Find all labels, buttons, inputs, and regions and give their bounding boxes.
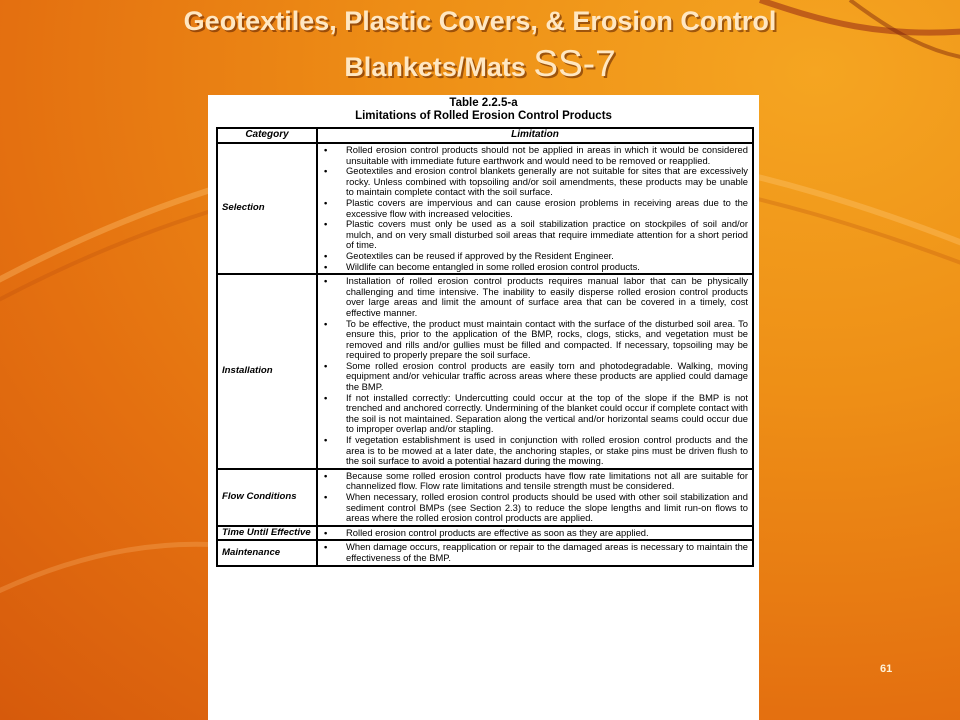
category-cell: Time Until Effective bbox=[218, 527, 318, 542]
list-item: • If vegetation establishment is used in conjunction with rolled erosion control products and the area is to be mowed at a later date, the anchoring staples, or stake pins must be driven flush to the soil surface to avoid a potential hazard during the mowing. bbox=[324, 435, 748, 467]
bmp-code: SS-7 bbox=[533, 42, 616, 84]
list-item: • Because some rolled erosion control products have flow rate limitations not all are suitable for channelized flow. Flow rate limitations and tensile strength must be considered. bbox=[324, 471, 748, 492]
table-row-flow-conditions bbox=[218, 470, 752, 527]
slide-title bbox=[0, 4, 960, 88]
page-number: 61 bbox=[880, 663, 893, 675]
slide-title-line-2 bbox=[0, 40, 960, 89]
category-cell: Maintenance bbox=[218, 541, 318, 564]
header-limitation: Limitation bbox=[318, 129, 752, 144]
list-item: • When necessary, rolled erosion control products should be used with other soil stabilization and sediment control BMPs (see Section 2.3) to reduce the slope lengths and limit run-on flows to areas where the rolled erosion control products are applied. bbox=[324, 492, 748, 524]
category-cell: Installation bbox=[218, 275, 318, 470]
limitations-table bbox=[216, 127, 754, 567]
list-item: • Geotextiles and erosion control blankets generally are not suitable for sites that are excessively rocky. Unless combined with topsoiling and/or soil amendments, these products may be unable to maintain complete contact with the soil surface. bbox=[324, 166, 748, 198]
scanned-document bbox=[208, 95, 759, 720]
limitation-cell bbox=[318, 275, 752, 470]
table-number: Table 2.2.5-a bbox=[449, 97, 518, 109]
table-row-installation bbox=[218, 275, 752, 470]
table-row-selection bbox=[218, 144, 752, 275]
list-item: • Plastic covers are impervious and can cause erosion problems in receiving areas due to the excessive flow with increased velocities. bbox=[324, 198, 748, 219]
list-item: • Rolled erosion control products are effective as soon as they are applied. bbox=[324, 528, 748, 539]
table-title: Limitations of Rolled Erosion Control Products bbox=[355, 110, 612, 122]
category-cell: Flow Conditions bbox=[218, 470, 318, 527]
table-row-maintenance bbox=[218, 541, 752, 564]
table-row-time-until-effective bbox=[218, 527, 752, 542]
list-item: • When damage occurs, reapplication or repair to the damaged areas is necessary to maintain the effectiveness of the BMP. bbox=[324, 542, 748, 563]
slide-title-line-1: Geotextiles, Plastic Covers, & Erosion Control bbox=[183, 6, 777, 36]
list-item: • Some rolled erosion control products are easily torn and photodegradable. Walking, moving equipment and/or vehicular traffic across areas where these products are applied could damage the BMP. bbox=[324, 361, 748, 393]
list-item: • Installation of rolled erosion control products requires manual labor that can be physically challenging and time intensive. The inability to easily disperse rolled erosion control products over large areas and limit the amount of surface area that can be covered in a timely, cost effective manner. bbox=[324, 276, 748, 318]
limitation-cell bbox=[318, 470, 752, 527]
list-item: • Plastic covers must only be used as a soil stabilization practice on stockpiles of soil and/or mulch, and on very small disturbed soil areas that require immediate attention for a short period of time. bbox=[324, 219, 748, 251]
limitation-cell bbox=[318, 144, 752, 275]
header-category: Category bbox=[218, 129, 318, 144]
category-cell: Selection bbox=[218, 144, 318, 275]
list-item: • If not installed correctly: Undercutting could occur at the top of the slope if the BMP is not trenched and anchored correctly. Undermining of the blanket could occur if complete contact with the soil is not maintained. Separation along the vertical and/or horizontal seams could occur due to improper overlap and/or stapling. bbox=[324, 393, 748, 435]
limitation-cell bbox=[318, 527, 752, 542]
list-item: • To be effective, the product must maintain contact with the surface of the disturbed soil area. To ensure this, prior to the application of the BMP, rocks, clogs, sticks, and vegetation must be removed and rills and/or gullies must be filled and compacted. If necessary, topsoiling may be required to properly prepare the soil surface. bbox=[324, 319, 748, 361]
limitation-cell bbox=[318, 541, 752, 564]
list-item: • Rolled erosion control products should not be applied in areas in which it would be considered unsuitable with immediate future earthwork and would need to be removed or reapplied. bbox=[324, 145, 748, 166]
table-header-row bbox=[218, 129, 752, 144]
list-item: • Wildlife can become entangled in some rolled erosion control products. bbox=[324, 262, 748, 273]
list-item: • Geotextiles can be reused if approved by the Resident Engineer. bbox=[324, 251, 748, 262]
slide-title-subject: Blankets/Mats bbox=[344, 51, 526, 82]
